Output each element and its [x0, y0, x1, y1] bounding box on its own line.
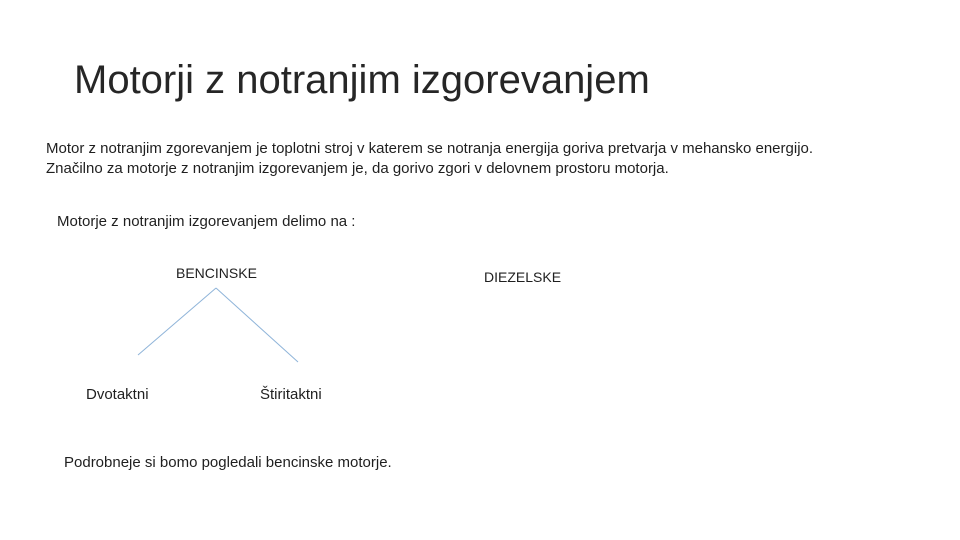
- type-petrol: BENCINSKE: [176, 265, 257, 281]
- closing-note: Podrobneje si bomo pogledali bencinske motorje.: [64, 454, 392, 471]
- subtype-two-stroke: Dvotaktni: [86, 386, 149, 403]
- subtype-four-stroke: Štiritaktni: [260, 386, 322, 403]
- intro-line-1: Motor z notranjim zgorevanjem je toplotni stroj v katerem se notranja energija goriva pretvarja v mehansko energijo.: [46, 140, 814, 157]
- slide-title: Motorji z notranjim izgorevanjem: [74, 58, 650, 102]
- division-lead: Motorje z notranjim izgorevanjem delimo na :: [57, 213, 356, 230]
- intro-paragraph: [46, 139, 936, 179]
- type-diesel: DIEZELSKE: [484, 269, 562, 285]
- branch-line-right: [216, 288, 298, 362]
- branch-line-left: [138, 288, 216, 355]
- intro-line-2: Značilno za motorje z notranjim izgorevanjem je, da gorivo zgori v delovnem prostoru motorja.: [46, 160, 669, 177]
